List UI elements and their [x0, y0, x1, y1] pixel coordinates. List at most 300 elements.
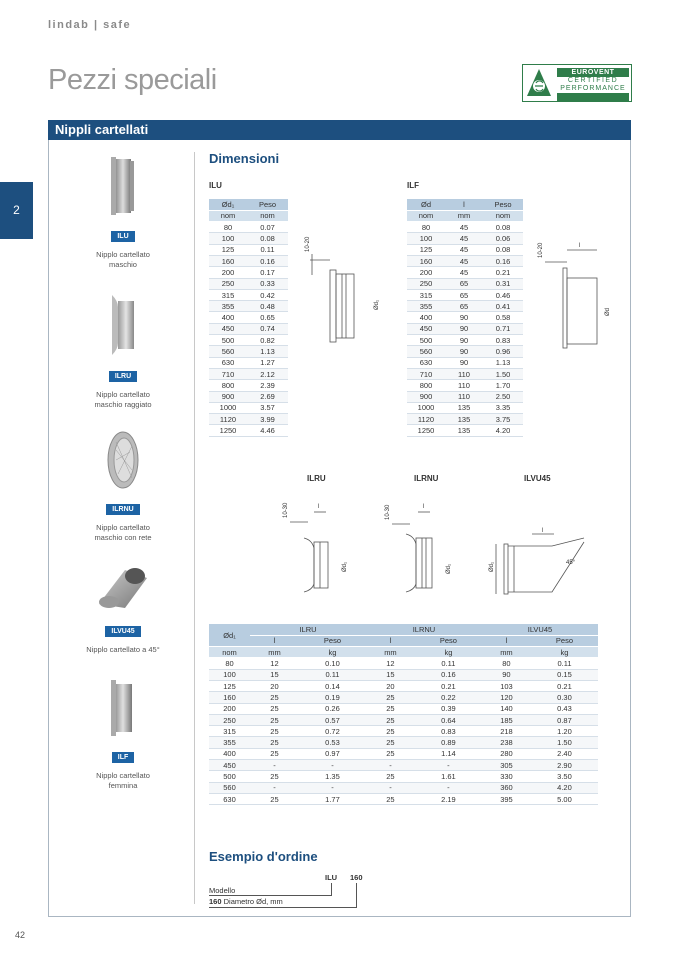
table-cell: 1250	[209, 425, 247, 436]
table-cell: 0.21	[531, 680, 598, 691]
table-cell: 1.14	[415, 748, 482, 759]
table-cell: 135	[445, 402, 483, 413]
ilvu-flange	[504, 544, 508, 594]
table-cell: 1.20	[531, 726, 598, 737]
table-row	[209, 335, 288, 346]
table-cell: 25	[366, 692, 415, 703]
table-cell: 110	[445, 391, 483, 402]
table-cell: 400	[407, 312, 445, 323]
table-cell: 25	[250, 748, 299, 759]
label-ilvu45: ILVU45	[105, 626, 140, 637]
badge-stripe	[557, 93, 629, 101]
table-cell: 135	[445, 414, 483, 425]
table-cell: 355	[209, 737, 250, 748]
table-row	[209, 267, 288, 278]
order-size-bold: 160	[209, 897, 222, 906]
table-row	[209, 737, 598, 748]
table-cell: 0.16	[415, 669, 482, 680]
table-row	[407, 391, 523, 402]
table-cell: 0.19	[299, 692, 366, 703]
table-cell: 0.72	[299, 726, 366, 737]
table-cell: 135	[445, 425, 483, 436]
unit-ilrnu-peso: kg	[415, 647, 482, 658]
ilvu-angle-label: 45°	[566, 560, 576, 566]
table-row	[407, 244, 523, 255]
table-cell: 0.82	[247, 335, 288, 346]
table-cell: 25	[366, 737, 415, 748]
table-row	[407, 312, 523, 323]
table-cell: 25	[366, 714, 415, 725]
table-row	[209, 669, 598, 680]
table-row	[407, 346, 523, 357]
table-row	[209, 793, 598, 804]
table-cell: -	[415, 760, 482, 771]
ilf-gap-label: 10-20	[538, 242, 544, 258]
table-cell: 80	[482, 658, 531, 669]
product-ilf	[84, 678, 162, 791]
table-cell: 0.14	[299, 680, 366, 691]
table-cell: 45	[445, 255, 483, 266]
ilrnu-dia-label: Ød₁	[446, 563, 452, 574]
product-ilrnu	[84, 430, 162, 543]
table-cell: 450	[209, 760, 250, 771]
table-row	[209, 289, 288, 300]
table-row	[209, 748, 598, 759]
table-cell: 110	[445, 368, 483, 379]
table-cell: 280	[482, 748, 531, 759]
order-size-line	[209, 897, 283, 906]
table-cell: 2.69	[247, 391, 288, 402]
table-cell: 90	[445, 312, 483, 323]
table-cell: 12	[250, 658, 299, 669]
combined-table	[209, 624, 598, 805]
table-cell: 100	[407, 233, 445, 244]
unit-ilvu-l: mm	[482, 647, 531, 658]
table-cell: 25	[250, 703, 299, 714]
table-cell: 2.90	[531, 760, 598, 771]
table-cell: 0.11	[299, 669, 366, 680]
table-row	[209, 357, 288, 368]
ilru-product-image	[108, 293, 138, 357]
table-cell: 395	[482, 793, 531, 804]
table-cell: 315	[209, 289, 247, 300]
table-cell: 1250	[407, 425, 445, 436]
table-cell: 0.87	[531, 714, 598, 725]
table-cell: 500	[209, 335, 247, 346]
ilru-gap-label: 10-30	[283, 502, 289, 518]
sub-ilru-l: l	[250, 635, 299, 646]
table-cell: 160	[407, 255, 445, 266]
table-row	[407, 425, 523, 436]
table-row	[209, 703, 598, 714]
table-row	[407, 255, 523, 266]
table-cell: 2.39	[247, 380, 288, 391]
ilrnu-gap-label: 10-30	[385, 504, 391, 520]
ilf-dia-label: Ød	[605, 307, 611, 316]
table-cell: 25	[250, 793, 299, 804]
table-cell: 630	[209, 793, 250, 804]
ilvu45-diagram-title: ILVU45	[524, 474, 551, 483]
table-cell: 25	[250, 692, 299, 703]
table-cell: 0.11	[247, 244, 288, 255]
table-cell: 90	[445, 335, 483, 346]
table-cell: 4.20	[483, 425, 523, 436]
ilru-radius-flange	[304, 538, 314, 592]
desc-ilvu45: Nipplo cartellato a 45°	[86, 645, 160, 654]
table-cell: 80	[407, 222, 445, 233]
table-cell: 65	[445, 278, 483, 289]
table-cell: 1.13	[483, 357, 523, 368]
table-cell: 25	[250, 771, 299, 782]
table-cell: 200	[209, 267, 247, 278]
table-cell: 630	[209, 357, 247, 368]
table-cell: -	[366, 782, 415, 793]
table-cell: 103	[482, 680, 531, 691]
table-cell: 1120	[407, 414, 445, 425]
table-row	[407, 335, 523, 346]
unit-ilru-l: mm	[250, 647, 299, 658]
label-ilu: ILU	[111, 231, 134, 242]
table-cell: 90	[445, 346, 483, 357]
table-cell: 355	[209, 301, 247, 312]
order-title: Esempio d'ordine	[209, 849, 318, 864]
table-row	[407, 267, 523, 278]
table-cell: 560	[407, 346, 445, 357]
table-cell: 65	[445, 301, 483, 312]
table-row	[209, 771, 598, 782]
table-cell: 25	[366, 771, 415, 782]
table-cell: 0.53	[299, 737, 366, 748]
table-row	[407, 323, 523, 334]
table-cell: 0.96	[483, 346, 523, 357]
table-cell: 140	[482, 703, 531, 714]
ilru-dia-label: Ød₁	[342, 561, 348, 572]
table-cell: 250	[407, 278, 445, 289]
table-cell: 560	[209, 346, 247, 357]
table-cell: -	[366, 760, 415, 771]
table-cell: 450	[407, 323, 445, 334]
ilvu45-diagram	[484, 528, 588, 598]
ilru-len-label: l	[318, 504, 320, 510]
table-cell: 12	[366, 658, 415, 669]
table-row	[407, 222, 523, 233]
table-row	[407, 368, 523, 379]
table-cell: 400	[209, 312, 247, 323]
sub-ilvu-peso: Peso	[531, 635, 598, 646]
table-cell: 0.06	[483, 233, 523, 244]
table-cell: 0.64	[415, 714, 482, 725]
table-cell: 1.70	[483, 380, 523, 391]
label-ilf: ILF	[112, 752, 135, 763]
table-cell: 0.33	[247, 278, 288, 289]
unit-ilvu-peso: kg	[531, 647, 598, 658]
table-cell: 0.71	[483, 323, 523, 334]
sub-ilvu-l: l	[482, 635, 531, 646]
table-cell: 5.00	[531, 793, 598, 804]
table-cell: 45	[445, 233, 483, 244]
table-cell: 200	[209, 703, 250, 714]
table-cell: 185	[482, 714, 531, 725]
table-cell: 0.58	[483, 312, 523, 323]
ilru-diagram-title: ILRU	[307, 474, 326, 483]
ilu-table	[209, 199, 288, 437]
ilf-unit-d: nom	[407, 210, 445, 221]
table-cell: 0.83	[415, 726, 482, 737]
table-cell: -	[299, 760, 366, 771]
table-row	[407, 402, 523, 413]
group-ilrnu: ILRNU	[366, 624, 482, 635]
table-cell: 0.15	[531, 669, 598, 680]
ilvu-dia-label: Ød₁	[489, 561, 495, 572]
table-row	[407, 289, 523, 300]
ilrnu-diagram-title: ILRNU	[414, 474, 439, 483]
unit-ilru-peso: kg	[299, 647, 366, 658]
table-row	[209, 278, 288, 289]
badge-line-3: PERFORMANCE	[560, 85, 626, 92]
table-cell: 3.50	[531, 771, 598, 782]
order-code: ILU	[325, 873, 338, 882]
ilu-table-title: ILU	[209, 181, 222, 190]
table-cell: 1000	[209, 402, 247, 413]
table-cell: 315	[407, 289, 445, 300]
product-ilu	[84, 155, 162, 270]
table-cell: 710	[209, 368, 247, 379]
table-row	[209, 414, 288, 425]
table-cell: 1.13	[247, 346, 288, 357]
order-label-model: Modello	[209, 886, 236, 895]
table-cell: 3.35	[483, 402, 523, 413]
table-cell: 710	[407, 368, 445, 379]
ilf-unit-l: mm	[445, 210, 483, 221]
table-cell: 1.61	[415, 771, 482, 782]
table-cell: 25	[366, 793, 415, 804]
ilf-product-image	[108, 678, 138, 738]
section-header: Nippli cartellati	[48, 120, 631, 140]
ilu-flange	[330, 270, 336, 342]
table-cell: 500	[209, 771, 250, 782]
table-cell: 2.50	[483, 391, 523, 402]
table-row	[209, 380, 288, 391]
ilf-body-rect	[567, 278, 597, 344]
ilu-body-rect	[336, 274, 354, 338]
table-cell: 355	[407, 301, 445, 312]
table-cell: 25	[250, 714, 299, 725]
table-cell: 1000	[407, 402, 445, 413]
table-cell: 900	[407, 391, 445, 402]
table-cell: 3.99	[247, 414, 288, 425]
ilu-gap-label: 10-20	[305, 236, 311, 252]
table-cell: 0.21	[415, 680, 482, 691]
table-row	[209, 233, 288, 244]
table-cell: 20	[250, 680, 299, 691]
sub-ilrnu-l: l	[366, 635, 415, 646]
table-cell: 2.12	[247, 368, 288, 379]
group-ilru: ILRU	[250, 624, 366, 635]
table-cell: 80	[209, 222, 247, 233]
table-cell: -	[250, 760, 299, 771]
unit-d: nom	[209, 647, 250, 658]
table-cell: 0.16	[247, 255, 288, 266]
table-row	[209, 312, 288, 323]
table-cell: 0.46	[483, 289, 523, 300]
table-cell: 125	[407, 244, 445, 255]
table-cell: 1.50	[483, 368, 523, 379]
product-ilvu45	[84, 562, 162, 655]
ilf-col-d: Ød	[407, 199, 445, 210]
page-title: Pezzi speciali	[48, 64, 217, 96]
table-row	[407, 301, 523, 312]
order-size: 160	[350, 873, 363, 882]
ilf-table-title: ILF	[407, 181, 419, 190]
column-divider	[194, 152, 195, 904]
table-row	[407, 278, 523, 289]
ilrnu-radius-flange	[406, 534, 416, 592]
product-ilru	[84, 293, 162, 410]
table-cell: 0.21	[483, 267, 523, 278]
ilrnu-product-image	[103, 430, 143, 490]
table-row	[209, 658, 598, 669]
eurovent-certification-badge	[522, 64, 632, 102]
table-cell: 900	[209, 391, 247, 402]
table-cell: 80	[209, 658, 250, 669]
table-row	[209, 760, 598, 771]
table-cell: 0.30	[531, 692, 598, 703]
table-cell: 1.77	[299, 793, 366, 804]
table-cell: 800	[407, 380, 445, 391]
badge-line-1: EUROVENT	[557, 68, 629, 77]
table-cell: 450	[209, 323, 247, 334]
table-cell: 0.22	[415, 692, 482, 703]
table-cell: 360	[482, 782, 531, 793]
table-cell: 1.35	[299, 771, 366, 782]
table-row	[407, 233, 523, 244]
table-row	[209, 714, 598, 725]
ilf-diagram	[533, 232, 613, 350]
ilf-len-label: l	[579, 243, 581, 249]
table-cell: 218	[482, 726, 531, 737]
label-ilru: ILRU	[109, 371, 137, 382]
table-cell: 0.43	[531, 703, 598, 714]
table-cell: 305	[482, 760, 531, 771]
table-cell: 160	[209, 692, 250, 703]
ilu-col-d: Ød₁	[209, 199, 247, 210]
table-cell: 3.75	[483, 414, 523, 425]
table-row	[209, 726, 598, 737]
table-cell: 500	[407, 335, 445, 346]
table-cell: 90	[445, 357, 483, 368]
table-cell: 560	[209, 782, 250, 793]
table-row	[209, 391, 288, 402]
chapter-tab: 2	[0, 182, 33, 239]
table-row	[209, 425, 288, 436]
table-cell: 0.10	[299, 658, 366, 669]
order-line-size	[209, 907, 356, 908]
table-cell: 25	[366, 703, 415, 714]
ilu-col-peso: Peso	[247, 199, 288, 210]
table-cell: 90	[482, 669, 531, 680]
ilu-unit-peso: nom	[247, 210, 288, 221]
page-number: 42	[15, 930, 26, 940]
table-cell: 45	[445, 222, 483, 233]
table-cell: 0.17	[247, 267, 288, 278]
table-row	[209, 244, 288, 255]
table-cell: 0.31	[483, 278, 523, 289]
table-cell: 0.74	[247, 323, 288, 334]
order-size-desc: Diametro Ød, mm	[223, 897, 283, 906]
desc-ilu: Nipplo cartellato maschio	[96, 250, 150, 269]
table-cell: 4.46	[247, 425, 288, 436]
table-row	[209, 255, 288, 266]
table-cell: 3.57	[247, 402, 288, 413]
ilvu-len-label: l	[542, 528, 544, 534]
table-cell: 45	[445, 244, 483, 255]
table-cell: 0.08	[483, 244, 523, 255]
table-cell: 0.57	[299, 714, 366, 725]
ilu-dia-label: Ød₁	[374, 299, 380, 310]
desc-ilf: Nipplo cartellato femmina	[96, 771, 150, 790]
table-cell: 0.42	[247, 289, 288, 300]
table-cell: 0.48	[247, 301, 288, 312]
ilf-table	[407, 199, 523, 437]
table-cell: 0.08	[483, 222, 523, 233]
table-row	[209, 368, 288, 379]
table-cell: 1120	[209, 414, 247, 425]
table-row	[209, 402, 288, 413]
table-cell: 238	[482, 737, 531, 748]
table-cell: 125	[209, 680, 250, 691]
table-cell: 1.50	[531, 737, 598, 748]
ilru-body-rect	[314, 542, 328, 588]
table-cell: 4.20	[531, 782, 598, 793]
table-row	[209, 222, 288, 233]
table-cell: 200	[407, 267, 445, 278]
badge-line-2: CERTIFIED	[567, 77, 619, 84]
table-cell: 100	[209, 669, 250, 680]
ilu-diagram	[298, 230, 380, 350]
desc-ilru: Nipplo cartellato maschio raggiato	[94, 390, 152, 409]
table-cell: 315	[209, 726, 250, 737]
table-cell: 65	[445, 289, 483, 300]
table-cell: 0.97	[299, 748, 366, 759]
combined-col-d: Ød₁	[209, 624, 250, 647]
sub-ilrnu-peso: Peso	[415, 635, 482, 646]
table-cell: 0.11	[415, 658, 482, 669]
ilru-diagram	[276, 492, 356, 597]
table-cell: 25	[366, 726, 415, 737]
table-cell: 2.19	[415, 793, 482, 804]
table-cell: 330	[482, 771, 531, 782]
table-cell: 630	[407, 357, 445, 368]
table-cell: 15	[366, 669, 415, 680]
table-cell: 0.89	[415, 737, 482, 748]
table-row	[407, 357, 523, 368]
order-tick-model	[331, 883, 332, 896]
table-cell: 800	[209, 380, 247, 391]
table-row	[209, 692, 598, 703]
table-row	[209, 323, 288, 334]
table-cell: 0.07	[247, 222, 288, 233]
table-cell: 0.16	[483, 255, 523, 266]
order-tick-size	[356, 883, 357, 908]
table-cell: 15	[250, 669, 299, 680]
ilf-flange	[563, 268, 567, 348]
ilrnu-diagram	[378, 492, 458, 597]
table-cell: 160	[209, 255, 247, 266]
table-cell: 0.41	[483, 301, 523, 312]
ilrnu-len-label: l	[423, 504, 425, 510]
table-cell: 90	[445, 323, 483, 334]
table-cell: 100	[209, 233, 247, 244]
